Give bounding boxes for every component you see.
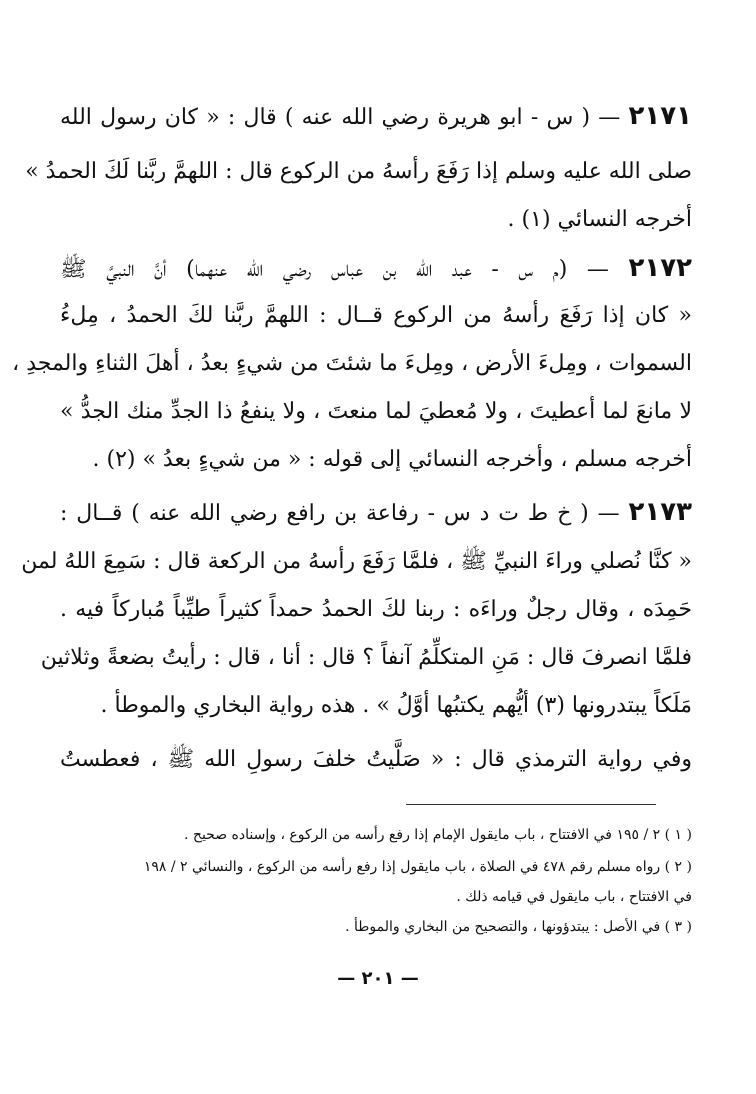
page-number: — ٢٠١ — xyxy=(337,968,419,989)
hadith-2173-line-3: حَمِدَه ، وقال رجلٌ وراءَه : ربنا لكَ الحمدُ حمداً كثيراً طيِّباً مُباركاً فيه . xyxy=(60,597,692,622)
hadith-2172-line-5: أخرجه مسلم ، وأخرجه النسائي إلى قوله : « من شيءٍ بعدُ » (٢) . xyxy=(92,447,692,472)
footnote-3: ( ٣ ) في الأصل : يبتدؤونها ، والتصحيح من البخاري والموطأ . xyxy=(345,919,692,935)
footnote-2: ( ٢ ) رواه مسلم رقم ٤٧٨ في الصلاة ، باب مايقول إذا رفع رأسه من الركوع ، والنسائي ٢ / ١٩٨ xyxy=(143,859,692,875)
hadith-2173-line-5: مَلَكاً يبتدرونها (٣) أيُّهم يكتبُها أوَّلُ » . هذه رواية البخاري والموطأ . xyxy=(100,693,692,718)
hadith-2171-line-3: أخرجه النسائي (١) . xyxy=(507,207,692,232)
hadith-2172-line-1 xyxy=(60,248,692,292)
footnote-separator xyxy=(406,804,656,805)
hadith-2171-line-2: صلى الله عليه وسلم إذا رَفَعَ رأسهُ من الركوع قال : اللهمَّ ربَّنا لَكَ الحمدُ » xyxy=(25,159,692,184)
hadith-number: ٢١٧٣ xyxy=(628,497,692,527)
hadith-2172-line-3: السموات ، ومِلءَ الأرض ، ومِلءَ ما شئتَ من شيءٍ بعدُ ، أهلَ الثناءِ والمجدِ ، xyxy=(12,351,692,376)
hadith-2173-line-4: فلمَّا انصرفَ قال : مَنِ المتكلِّمُ آنفاً ؟ قال : أنا ، قال : رأيتُ بضعةً وثلاثين xyxy=(40,645,692,670)
footnote-2-continued: في الافتتاح ، باب مايقول في قيامه ذلك . xyxy=(456,889,692,905)
hadith-2173-line-2: « كنَّا نُصلي وراءَ النبيِّ ﷺ ، فلمَّا رَفَعَ رأسهُ من الركعة قال : سَمِعَ اللهُ لمن xyxy=(21,549,692,574)
hadith-2173-line-1 xyxy=(60,492,692,536)
hadith-2171-line-1 xyxy=(60,96,692,140)
hadith-number: ٢١٧١ xyxy=(628,101,692,131)
hadith-text: — ( س - ابو هريرة رضي الله عنه ) قال : « كان رسول الله xyxy=(60,105,621,130)
hadith-2172-line-2: « كان إذا رَفَعَ رأسهُ من الركوع قــال : اللهمَّ ربَّنا لكَ الحمدُ ، مِلءُ xyxy=(60,303,692,328)
footnote-1: ( ١ ) ٢ / ١٩٥ في الافتتاح ، باب مايقول الإمام إذا رفع رأسه من الركوع ، وإسناده صحيح . xyxy=(184,827,692,843)
hadith-number: ٢١٧٢ xyxy=(628,253,693,283)
hadith-text: — ( خ ط ت د س - رفاعة بن رافع رضي الله عنه ) قــال : xyxy=(60,501,620,526)
hadith-text: — (م س - عبد الله بن عباس رضي الله عنهما) أنَّ النبيَّ ﷺ xyxy=(60,257,609,282)
hadith-2173-line-6: وفي رواية الترمذي قال : « صَلَّيتُ خلفَ رسولِ الله ﷺ ، فعطستُ xyxy=(60,747,692,772)
hadith-2172-line-4: لا مانعَ لما أعطيتَ ، ولا مُعطيَ لما منعتَ ، ولا ينفعُ ذا الجدِّ منك الجدُّ » xyxy=(60,399,692,424)
